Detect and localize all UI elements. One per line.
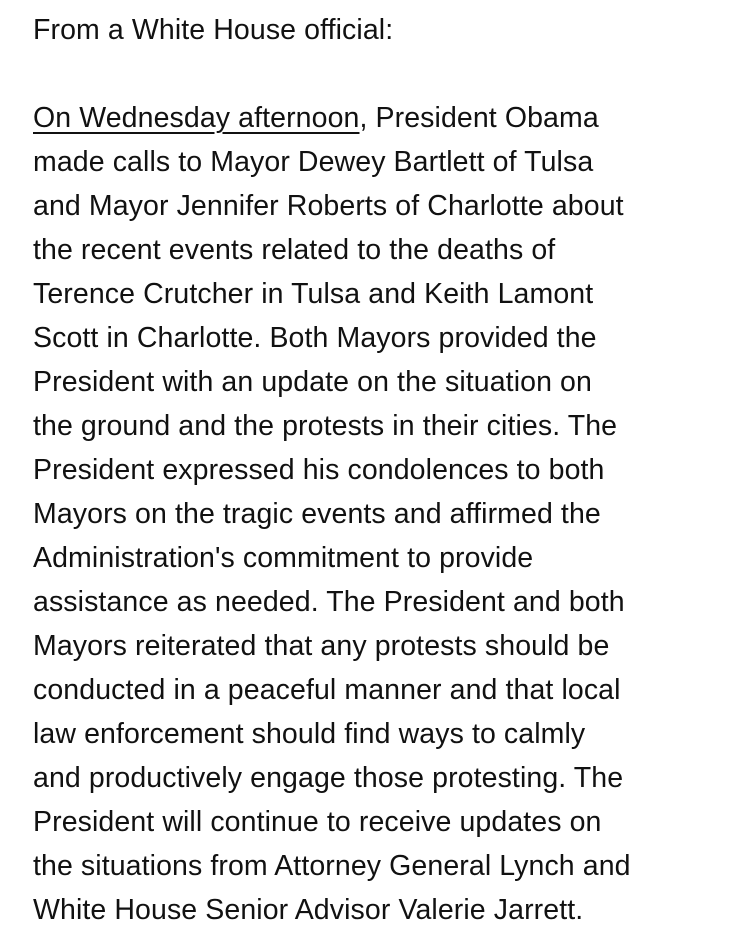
statement-line: Mayors reiterated that any protests should be — [33, 630, 610, 662]
statement-document — [33, 8, 733, 932]
statement-line: President with an update on the situation on — [33, 366, 592, 398]
statement-line: made calls to Mayor Dewey Bartlett of Tulsa — [33, 146, 594, 178]
statement-line: Scott in Charlotte. Both Mayors provided the — [33, 322, 597, 354]
statement-line: President expressed his condolences to both — [33, 454, 605, 486]
statement-line: the recent events related to the deaths of — [33, 234, 556, 266]
statement-line: White House Senior Advisor Valerie Jarrett. — [33, 894, 584, 926]
statement-line: Mayors on the tragic events and affirmed the — [33, 498, 601, 530]
blank-line — [33, 52, 733, 96]
statement-line: the ground and the protests in their cities. The — [33, 410, 618, 442]
statement-line: and productively engage those protesting. The — [33, 762, 624, 794]
statement-line: law enforcement should find ways to calmly — [33, 718, 586, 750]
first-line-rest: , President Obama — [359, 102, 599, 134]
statement-line: and Mayor Jennifer Roberts of Charlotte about — [33, 190, 624, 222]
statement-line: the situations from Attorney General Lynch and — [33, 850, 631, 882]
statement-line: conducted in a peaceful manner and that local — [33, 674, 621, 706]
statement-line: President will continue to receive updates on — [33, 806, 602, 838]
statement-line-1 — [33, 96, 733, 140]
statement-line: Terence Crutcher in Tulsa and Keith Lamont — [33, 278, 594, 310]
date-link[interactable]: On Wednesday afternoon — [33, 102, 360, 134]
statement-header: From a White House official: — [33, 14, 394, 46]
statement-line: Administration's commitment to provide — [33, 542, 534, 574]
statement-line: assistance as needed. The President and both — [33, 586, 625, 618]
